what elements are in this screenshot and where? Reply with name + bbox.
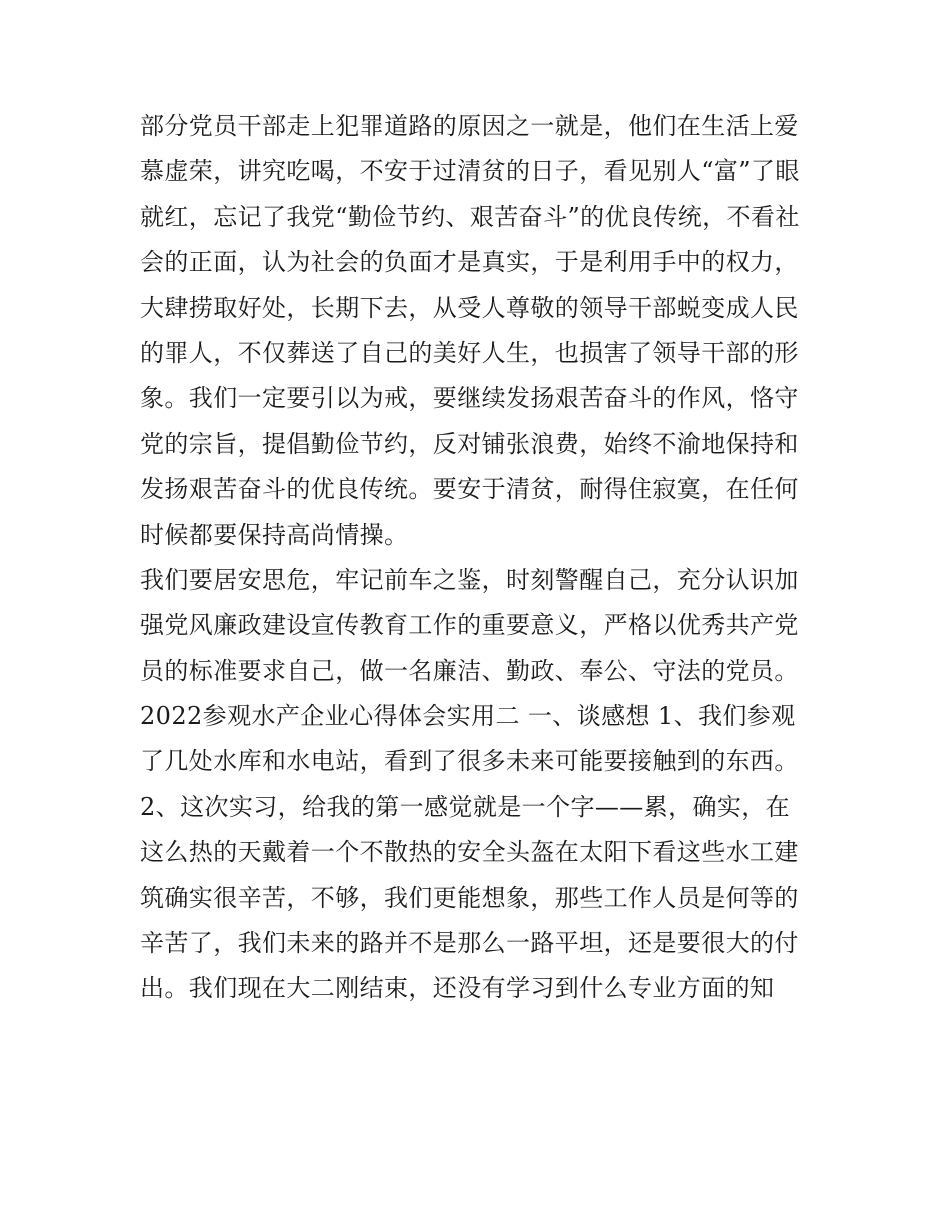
text-line: 会的正面，认为社会的负面才是真实，于是利用手中的权力， — [140, 248, 799, 277]
text-line: 筑确实很辛苦，不够，我们更能想象，那些工作人员是何等的 — [140, 883, 799, 912]
text-line: 2022参观水产企业心得体会实用二 一、谈感想 1、我们参观 — [140, 702, 796, 731]
text-line: 慕虚荣，讲究吃喝，不安于过清贫的日子，看见别人“富”了眼 — [140, 157, 800, 186]
text-line: 党的宗旨，提倡勤俭节约，反对铺张浪费，始终不渝地保持和 — [140, 429, 799, 458]
text-line: 大肆捞取好处，长期下去，从受人尊敬的领导干部蜕变成人民 — [140, 293, 799, 322]
text-line: 了几处水库和水电站，看到了很多未来可能要接触到的东西。 — [140, 747, 799, 776]
text-line: 出。我们现在大二刚结束，还没有学习到什么专业方面的知 — [140, 974, 775, 1003]
text-line: 部分党员干部走上犯罪道路的原因之一就是，他们在生活上爱 — [140, 112, 799, 140]
text-line: 发扬艰苦奋斗的优良传统。要安于清贫，耐得住寂寞，在任何 — [140, 475, 799, 504]
text-line: 的罪人，不仅葬送了自己的美好人生，也损害了领导干部的形 — [140, 338, 799, 367]
text-line: 辛苦了，我们未来的路并不是那么一路平坦，还是要很大的付 — [140, 929, 799, 958]
body-text — [140, 104, 830, 1012]
text-line: 2、这次实习，给我的第一感觉就是一个字——累，确实，在 — [140, 792, 791, 821]
text-line: 我们要居安思危，牢记前车之鉴，时刻警醒自己，充分认识加 — [140, 565, 799, 594]
text-line: 时候都要保持高尚情操。 — [140, 520, 409, 549]
text-line: 象。我们一定要引以为戒，要继续发扬艰苦奋斗的作风，恪守 — [140, 384, 799, 413]
text-line: 强党风廉政建设宣传教育工作的重要意义，严格以优秀共产党 — [140, 611, 799, 640]
text-line: 员的标准要求自己，做一名廉洁、勤政、奉公、守法的党员。 — [140, 656, 799, 685]
text-line: 这么热的天戴着一个不散热的安全头盔在太阳下看这些水工建 — [140, 838, 799, 867]
text-line: 就红，忘记了我党“勤俭节约、艰苦奋斗”的优良传统，不看社 — [140, 202, 800, 231]
